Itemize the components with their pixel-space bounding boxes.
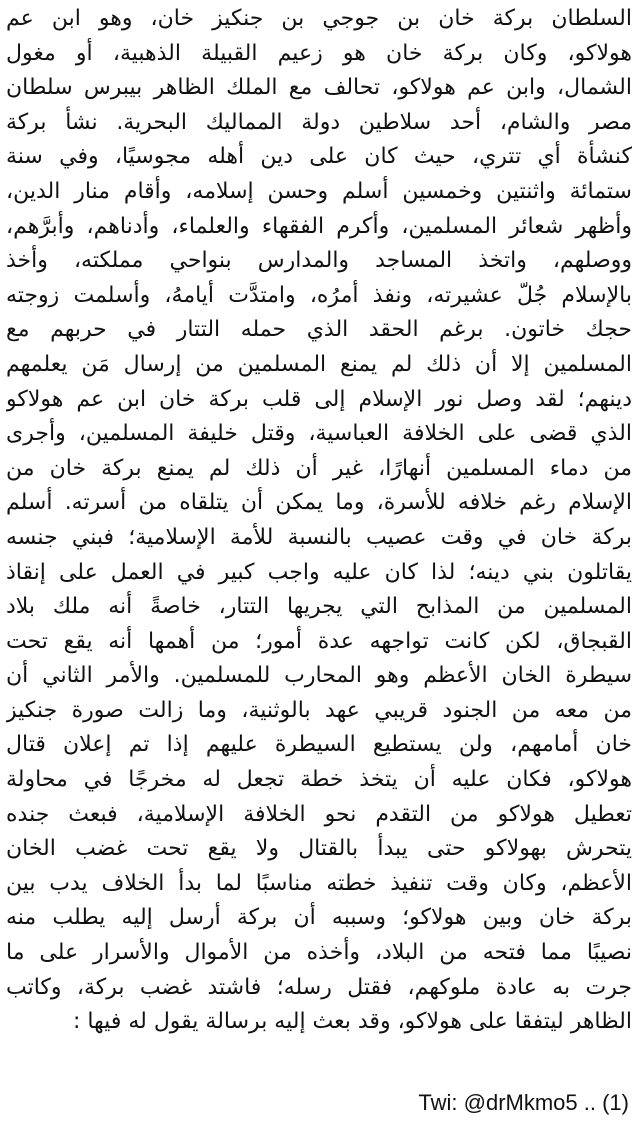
twitter-credit: Twi: @drMkmo5 .. (1) [418, 1090, 629, 1115]
text-line: تعطيل هولاكو من التقدم نحو الخلافة الإسلامية، فبعث جنده [6, 801, 632, 827]
text-line: بركة خان وبين هولاكو؛ وسببه أن بركة أرسل إليه يطلب منه [6, 905, 632, 931]
text-line: نصيبًا مما فتحه من البلاد، وأخذه من الأموال والأسرار على ما [6, 940, 632, 966]
text-line: مصر والشام، أحد سلاطين دولة المماليك البحرية. نشأ بركة [6, 109, 632, 135]
text-line: من دماء المسلمين أنهارًا، غير أن ذلك لم يمنع بركة خان من [6, 455, 632, 481]
text-line: الإسلام رغم خلافه للأسرة، وما يمكن أن يتلقاه من أسرته. أسلم [6, 490, 632, 516]
text-line: يقاتلون بني دينه؛ لذا كان عليه واجب كبير في العمل على إنقاذ [6, 559, 632, 585]
text-line: جرت به عادة ملوكهم، فقتل رسله؛ فاشتد غضب بركة، وكاتب [6, 974, 632, 1000]
text-line: المسلمين إلا أن ذلك لم يمنع المسلمين من إرسال مَن يعلمهم [6, 351, 632, 377]
text-line: القبجاق، لكن كانت تواجهه عدة أمور؛ من أهمها أنه يقع تحت [6, 628, 632, 654]
text-line: المسلمين من المذابح التي يجريها التتار، خاصةً أنه ملك بلاد [6, 594, 632, 620]
text-line: الذي قضى على الخلافة العباسية، وقتل خليفة المسلمين، وأجرى [6, 421, 632, 447]
text-line: ستمائة واثنتين وخمسين أسلم وحسن إسلامه، وأقام منار الدين، [6, 178, 632, 204]
text-line: بالإسلام جُلّ عشيرته، ونفذ أمرُه، وامتدَّت أيامهُ، وأسلمت زوجته [6, 282, 632, 308]
text-line: هولاكو، وكان بركة خان هو زعيم القبيلة الذهبية، أو مغول [6, 40, 632, 66]
text-line: السلطان بركة خان بن جوجي بن جنكيز خان، وهو ابن عم [6, 6, 632, 31]
text-line: من معه من الجنود قريبي عهد بالوثنية، وما زالت صورة جنكيز [6, 697, 632, 723]
text-line: الشمال، وابن عم هولاكو، تحالف مع الملك الظاهر بيبرس سلطان [6, 75, 632, 101]
body-text [6, 2, 632, 1040]
text-line: هولاكو، فكان عليه أن يتخذ خطة تجعل له مخرجًا في محاولة [6, 767, 632, 793]
text-line: يتحرش بهولاكو حتى يبدأ بالقتال ولا يقع تحت غضب الخان [6, 836, 632, 862]
text-line: خان أمامهم، ولن يستطيع السيطرة عليهم إذا تم إعلان قتال [6, 732, 632, 758]
text-line: كنشأة أي تتري، حيث كان على دين أهله مجوسيًا، وفي سنة [6, 144, 632, 170]
text-line: حجك خاتون. برغم الحقد الذي حمله التتار في حربهم مع [6, 317, 632, 343]
text-line: دينهم؛ لقد وصل نور الإسلام إلى قلب بركة خان ابن عم هولاكو [6, 386, 632, 412]
text-line: وأظهر شعائر المسلمين، وأكرم الفقهاء والعلماء، وأدناهم، وأبرَّهم، [6, 213, 632, 239]
text-line: الأعظم، وكان وقت تنفيذ خطته مناسبًا لما بدأ الخلاف يدب بين [6, 870, 632, 896]
text-line: ووصلهم، واتخذ المساجد والمدارس بنواحي مملكته، وأخذ [6, 248, 632, 274]
text-line: سيطرة الخان الأعظم وهو المحارب للمسلمين. والأمر الثاني أن [6, 663, 632, 689]
text-line: الظاهر ليتفقا على هولاكو، وقد بعث إليه برسالة يقول له فيها : [72, 1009, 632, 1035]
text-line: بركة خان في وقت عصيب بالنسبة للأمة الإسلامية؛ فبني جنسه [6, 524, 632, 550]
